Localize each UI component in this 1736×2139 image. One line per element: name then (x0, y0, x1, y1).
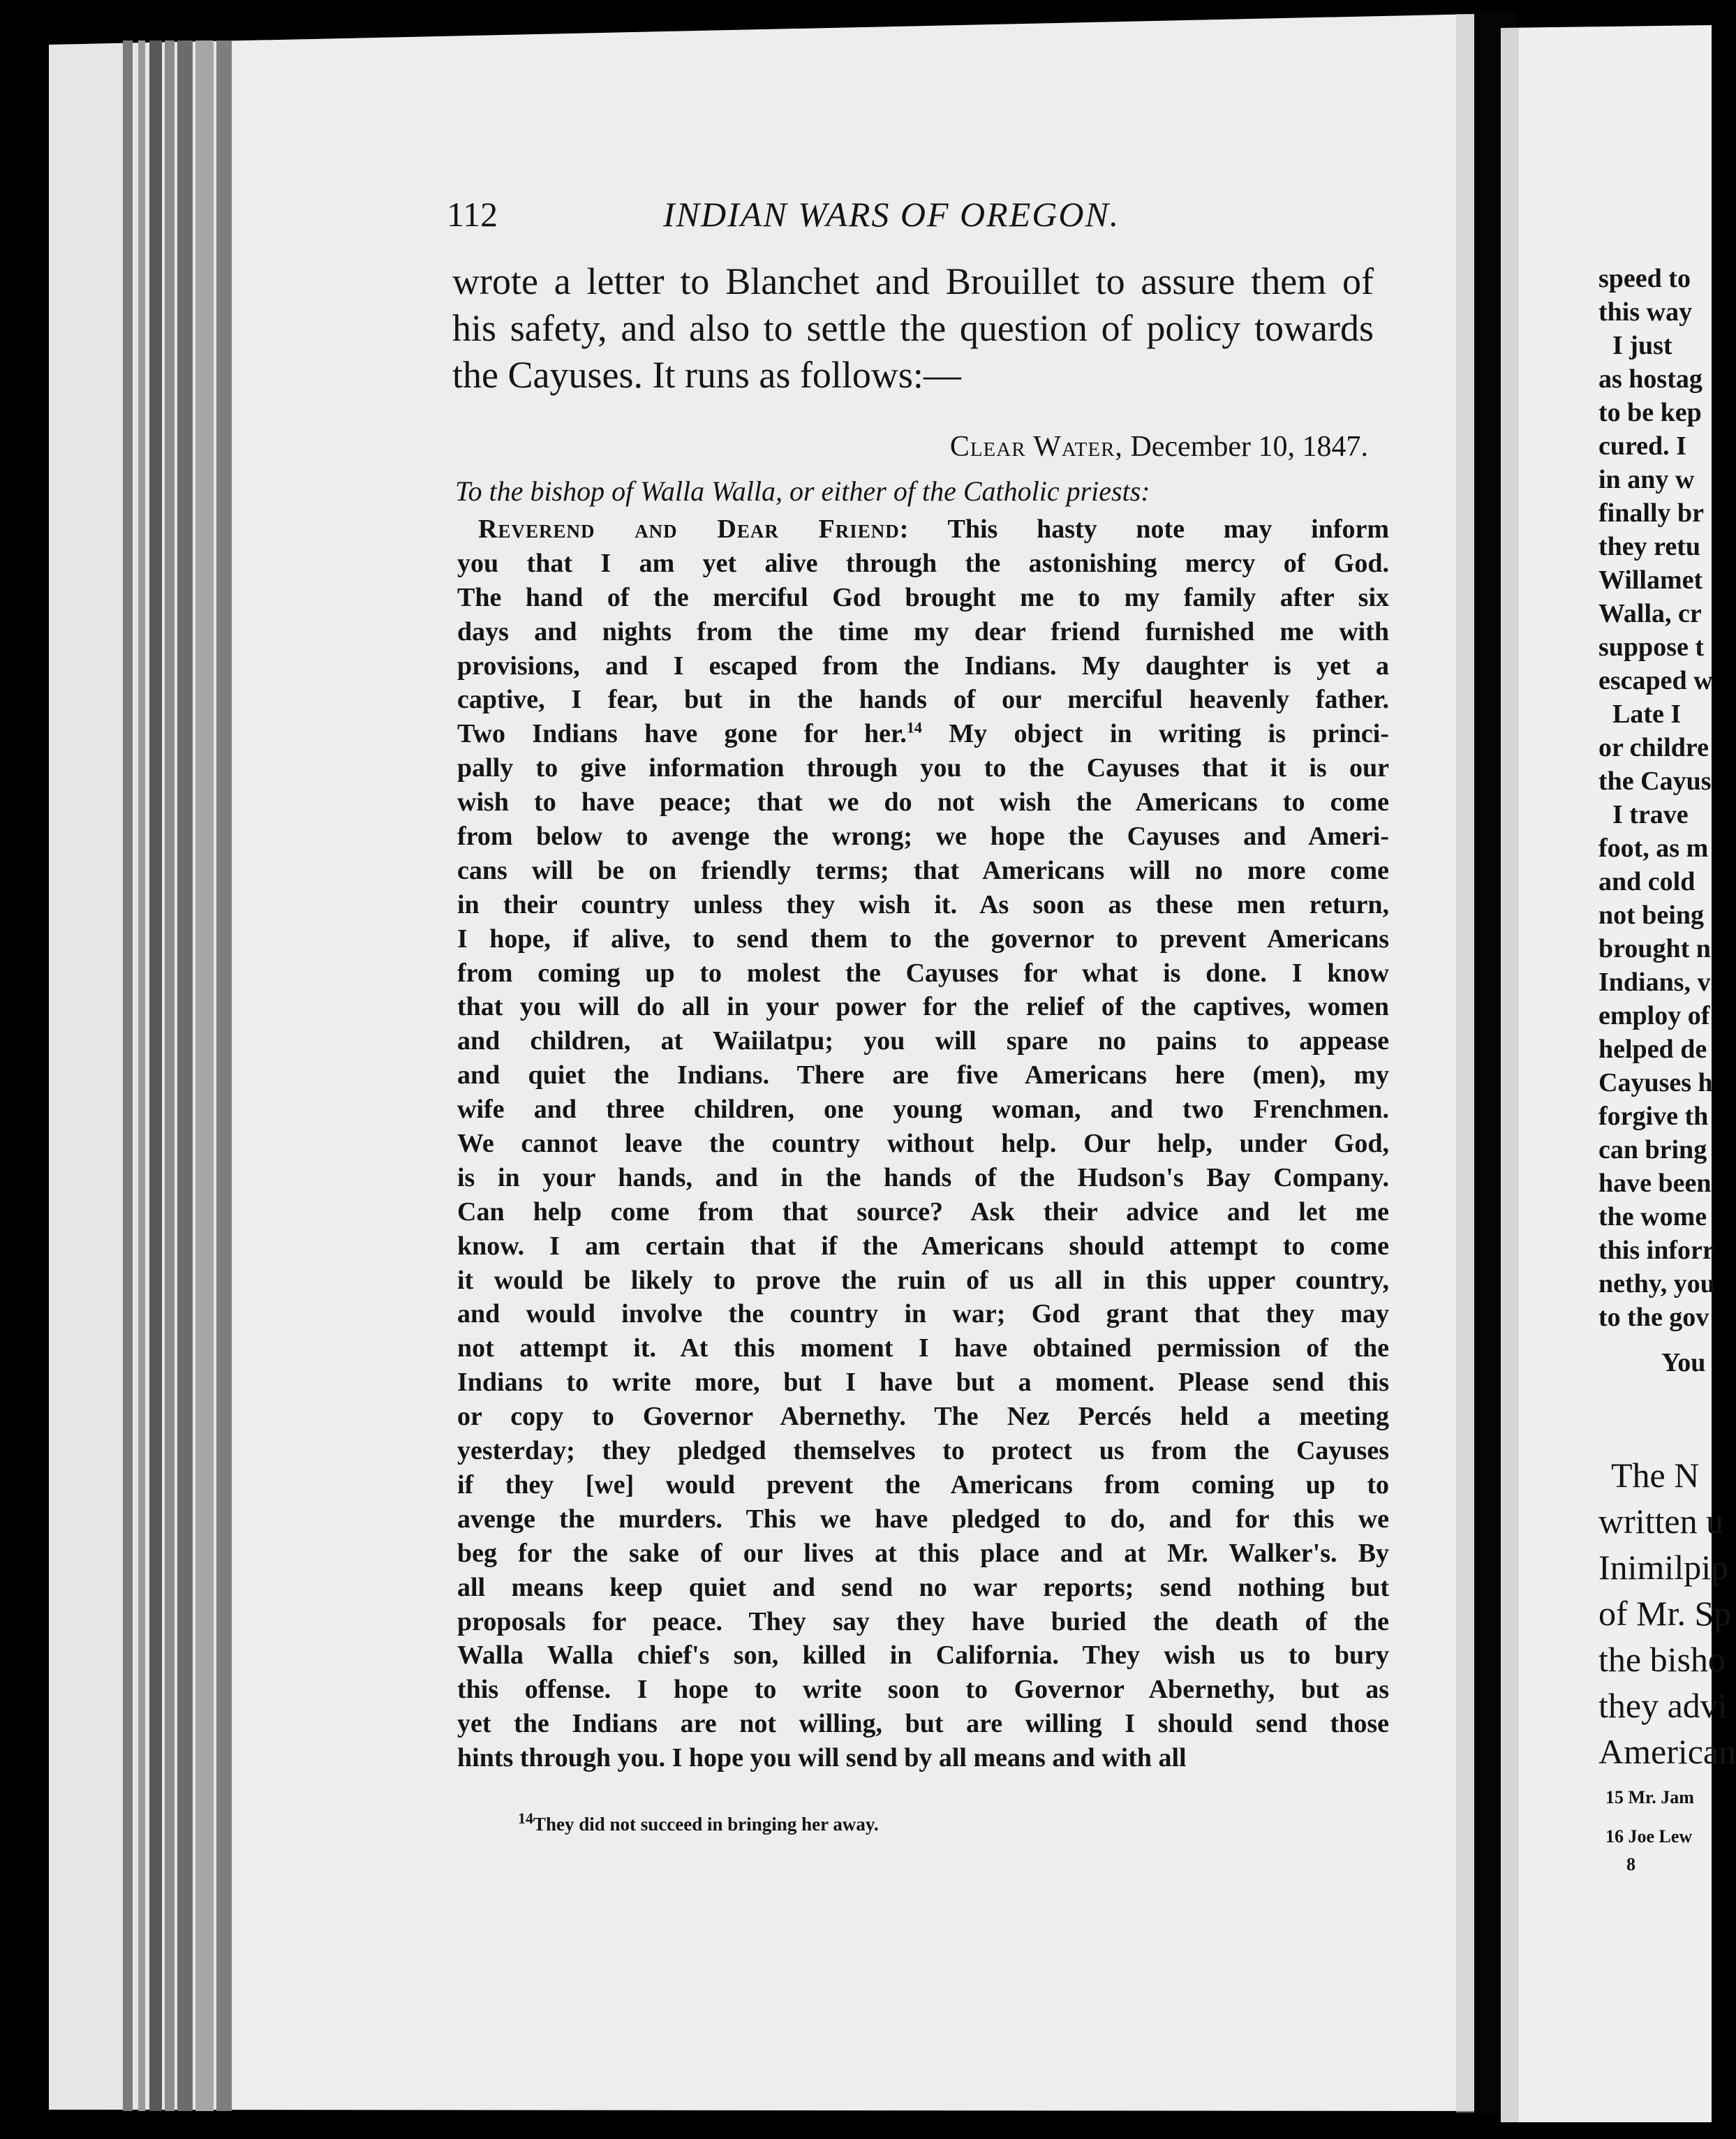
text-line: provisions, and I escaped from the Indians. My daughter is yet a (457, 651, 1389, 681)
text-line: cans will be on friendly terms; that Americans will no more come (457, 855, 1389, 885)
text-line: this offense. I hope to write soon to Governor Abernethy, but as (457, 1675, 1389, 1705)
text-line: cured. I (1598, 431, 1686, 461)
text-line: foot, as m (1598, 834, 1709, 863)
running-head (447, 183, 1424, 246)
text-line: they retu (1598, 532, 1700, 561)
text-line: Indians to write more, but I have but a moment. Please send this (457, 1368, 1389, 1398)
text-line: proposals for peace. They say they have buried the death of the (457, 1606, 1389, 1636)
text-line: and children, at Waiilatpu; you will spare no pains to appease (457, 1026, 1389, 1056)
text-line: The N (1611, 1456, 1700, 1495)
text-line: it would be likely to prove the ruin of us all in this upper country, (457, 1265, 1389, 1295)
text-line: Cayuses h (1598, 1068, 1713, 1097)
text-line: from coming up to molest the Cayuses for what is done. I know (457, 958, 1389, 988)
text-line: they advi (1598, 1686, 1728, 1725)
text-line: We cannot leave the country without help. Our help, under God, (457, 1129, 1389, 1159)
text-line: wife and three children, one young woman, and two Frenchmen. (457, 1095, 1389, 1125)
intro-paragraph (452, 258, 1374, 399)
text-line: I just (1612, 331, 1672, 360)
text-line: helped de (1598, 1035, 1707, 1064)
text-line: escaped w (1598, 666, 1713, 695)
text-line: forgive th (1598, 1102, 1709, 1131)
text-line: the Cayus (1598, 767, 1712, 796)
text-line: yesterday; they pledged themselves to protect us from the Cayuses (457, 1436, 1389, 1466)
text-line: Walla Walla chief's son, killed in California. They wish us to bury (457, 1641, 1389, 1671)
text-line: I trave (1612, 800, 1689, 829)
text-line: beg for the sake of our lives at this place and at Mr. Walker's. By (457, 1538, 1389, 1568)
footnote-text: They did not succeed in bringing her away. (533, 1814, 879, 1835)
text-line: and cold (1598, 867, 1696, 896)
text-line: yet the Indians are not willing, but are willing I should send those (457, 1709, 1389, 1739)
text-line: You (1661, 1348, 1706, 1377)
text-line: Inimilpip (1598, 1548, 1729, 1587)
text-line: you that I am yet alive through the astonishing mercy of God. (457, 548, 1389, 578)
text-line: this inforr (1598, 1236, 1714, 1265)
text-line: suppose t (1598, 632, 1704, 662)
text-line: pally to give information through you to the Cayuses that it is our (457, 753, 1389, 783)
letter-dateline (698, 426, 1368, 468)
text-line: I hope, if alive, to send them to the governor to prevent Americans (457, 924, 1389, 954)
letter-first-line-text: This hasty note may inform (947, 515, 1389, 544)
text-line: can bring (1598, 1135, 1707, 1164)
text-line: days and nights from the time my dear friend furnished me with (457, 616, 1389, 646)
text-line: American (1598, 1732, 1736, 1771)
text-line: that you will do all in your power for the relief of the captives, women (457, 992, 1389, 1022)
text-line: of Mr. Sp (1598, 1594, 1732, 1633)
dateline-place: Clear Water, (949, 431, 1123, 463)
text-line: Willamet (1598, 565, 1703, 595)
text-line: Can help come from that source? Ask their advice and let me (457, 1197, 1389, 1227)
text-line: employ of (1598, 1001, 1710, 1030)
text-line: from below to avenge the wrong; we hope the Cayuses and Ameri- (457, 822, 1389, 852)
text-line: brought n (1598, 934, 1711, 963)
text-line: speed to (1598, 264, 1691, 293)
text-line: not attempt it. At this moment I have obtained permission of the (457, 1333, 1389, 1363)
text-line: know. I am certain that if the Americans should attempt to come (457, 1231, 1389, 1261)
page-number: 112 (447, 195, 498, 234)
footnote-line: 15 Mr. Jam (1605, 1787, 1694, 1807)
running-title: INDIAN WARS OF OREGON. (663, 195, 1120, 234)
text-line: and would involve the country in war; God grant that they may (457, 1299, 1389, 1329)
right-page-fragment (1494, 0, 1736, 2139)
text-line: as hostag (1598, 364, 1702, 394)
text-line: nethy, you (1598, 1269, 1715, 1298)
text-line: or childre (1598, 733, 1709, 762)
text-line: wish to have peace; that we do not wish the Americans to come (457, 787, 1389, 817)
footnote (518, 1808, 1286, 1840)
text-line: avenge the murders. This we have pledged to do, and for this we (457, 1504, 1389, 1534)
dateline-date: December 10, 1847. (1130, 431, 1368, 463)
text-line: not being (1598, 901, 1704, 930)
text-line: Indians, v (1598, 968, 1711, 997)
letter-salutation: To the bishop of Walla Walla, or either of the Catholic priests: (455, 475, 1150, 507)
text-line-with-note: Two Indians have gone for her.$^{14}$ My object in writing is princi- (457, 718, 1389, 749)
letter-body (457, 512, 1389, 1775)
footnote-marker: 14 (518, 1809, 533, 1827)
text-line: and quiet the Indians. There are five Americans here (men), my (457, 1060, 1389, 1090)
text-line: finally br (1598, 498, 1704, 528)
text-line: to the gov (1598, 1303, 1709, 1332)
text-line: captive, I fear, but in the hands of our merciful heavenly father. (457, 685, 1389, 715)
letter-first-line (457, 512, 1389, 547)
text-line: the Cayuses. It runs as follows:— (452, 354, 961, 396)
text-line: all means keep quiet and send no war reports; send nothing but (457, 1572, 1389, 1602)
signature-mark: 8 (1626, 1854, 1635, 1874)
text-line: written u (1598, 1502, 1724, 1541)
text-line: the wome (1598, 1202, 1707, 1231)
text-line: the bisho (1598, 1640, 1726, 1679)
text-line: his safety, and also to settle the question of policy towards (452, 307, 1374, 349)
text-line: Late I (1612, 700, 1682, 729)
text-line: or copy to Governor Abernethy. The Nez Percés held a meeting (457, 1402, 1389, 1432)
text-line: if they [we] would prevent the Americans from coming up to (457, 1470, 1389, 1500)
text-line: in any w (1598, 465, 1695, 494)
footnote-line: 16 Joe Lew (1605, 1826, 1693, 1846)
text-line: to be kep (1598, 398, 1702, 427)
text-line: is in your hands, and in the hands of the Hudson's Bay Company. (457, 1162, 1389, 1192)
text-line: wrote a letter to Blanchet and Brouillet to assure them of (452, 260, 1374, 302)
letter-greeting: Reverend and Dear Friend: (478, 515, 910, 544)
text-line: in their country unless they wish it. As soon as these men return, (457, 889, 1389, 919)
text-line: Walla, cr (1598, 599, 1702, 628)
footnote-reference: 14 (906, 718, 922, 737)
text-line: this way (1598, 297, 1693, 327)
text-line: The hand of the merciful God brought me to my family after six (457, 582, 1389, 612)
text-line: have been (1598, 1169, 1712, 1198)
text-line: hints through you. I hope you will send by all means and with all (457, 1743, 1187, 1773)
